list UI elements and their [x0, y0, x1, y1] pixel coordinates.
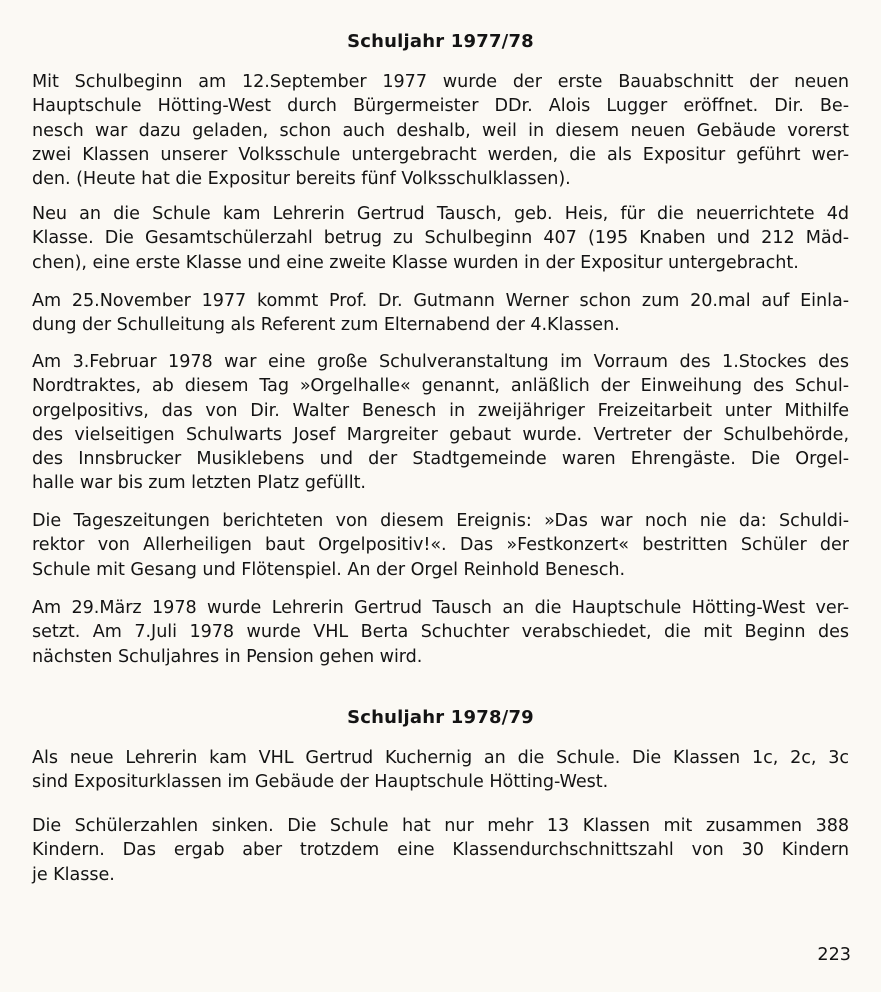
text-line: setzt. Am 7.Juli 1978 wurde VHL Berta Schuchter verabschiedet, die mit Beginn des: [32, 622, 849, 643]
text-line: sind Expositurklassen im Gebäude der Hauptschule Hötting-West.: [32, 772, 609, 793]
text-line: zwei Klassen unserer Volksschule untergebracht werden, die als Expositur geführt wer-: [32, 144, 849, 165]
text-line: Die Tageszeitungen berichteten von diesem Ereignis: »Das war noch nie da: Schuldi-: [32, 511, 849, 531]
text-line: Kindern. Das ergab aber trotzdem eine Klassendurchschnittszahl von 30 Kindern: [32, 840, 849, 861]
text-line: Klasse. Die Gesamtschülerzahl betrug zu Schulbeginn 407 (195 Knaben und 212 Mäd-: [32, 228, 849, 249]
paragraph-parents-evening: [32, 289, 849, 338]
paragraph-staff-changes: [32, 596, 849, 669]
paragraph-new-teacher-kuchernig: [32, 746, 849, 795]
paragraph-student-numbers: [32, 814, 849, 887]
text-line: des vielseitigen Schulwarts Josef Margreiter gebaut wurde. Vertreter der Schulbehörde,: [32, 424, 849, 445]
paragraph-newspaper-report: [32, 509, 849, 582]
text-line: nesch war dazu geladen, schon auch deshalb, weil in diesem neuen Gebäude vorerst: [32, 120, 849, 141]
paragraph-new-teacher-tausch: [32, 202, 849, 275]
text-line: chen), eine erste Klasse und eine zweite Klasse wurden in der Expositur untergebracht.: [32, 252, 799, 273]
text-line: Am 29.März 1978 wurde Lehrerin Gertrud Tausch an die Hauptschule Hötting-West ver-: [32, 598, 849, 618]
paragraph-school-start-1977: [32, 70, 849, 191]
text-line: dung der Schulleitung als Referent zum Elternabend der 4.Klassen.: [32, 315, 620, 336]
text-line: Am 25.November 1977 kommt Prof. Dr. Gutmann Werner schon zum 20.mal auf Einla-: [32, 291, 849, 311]
section-heading-1977-78: Schuljahr 1977/78: [347, 31, 534, 52]
page-number: 223: [817, 945, 851, 965]
text-line: Mit Schulbeginn am 12.September 1977 wurde der erste Bauabschnitt der neuen: [32, 72, 849, 92]
text-line: Am 3.Februar 1978 war eine große Schulveranstaltung im Vorraum des 1.Stockes des: [32, 352, 849, 372]
text-line: orgelpositivs, das von Dir. Walter Benesch in zweijähriger Freizeitarbeit unter Mithilfe: [32, 400, 849, 421]
text-line: den. (Heute hat die Expositur bereits fünf Volksschulklassen).: [32, 169, 571, 190]
text-line: nächsten Schuljahres in Pension gehen wird.: [32, 646, 423, 667]
text-line: je Klasse.: [32, 864, 115, 885]
paragraph-organ-inauguration: [32, 350, 849, 496]
text-line: Als neue Lehrerin kam VHL Gertrud Kuchernig an die Schule. Die Klassen 1c, 2c, 3c: [32, 748, 849, 768]
text-line: Neu an die Schule kam Lehrerin Gertrud Tausch, geb. Heis, für die neuerrichtete 4d: [32, 204, 849, 224]
text-line: Die Schülerzahlen sinken. Die Schule hat nur mehr 13 Klassen mit zusammen 388: [32, 816, 849, 836]
section-heading-1978-79: Schuljahr 1978/79: [347, 707, 534, 728]
text-line: rektor von Allerheiligen baut Orgelpositiv!«. Das »Festkonzert« bestritten Schüler der: [32, 535, 849, 556]
text-line: Nordtraktes, ab diesem Tag »Orgelhalle« genannt, anläßlich der Einweihung des Schul-: [32, 376, 849, 397]
text-line: des Innsbrucker Musiklebens und der Stadtgemeinde waren Ehrengäste. Die Orgel-: [32, 449, 849, 470]
text-line: Hauptschule Hötting-West durch Bürgermeister DDr. Alois Lugger eröffnet. Dir. Be-: [32, 96, 849, 117]
text-line: Schule mit Gesang und Flötenspiel. An der Orgel Reinhold Benesch.: [32, 559, 626, 580]
text-line: halle war bis zum letzten Platz gefüllt.: [32, 473, 366, 494]
